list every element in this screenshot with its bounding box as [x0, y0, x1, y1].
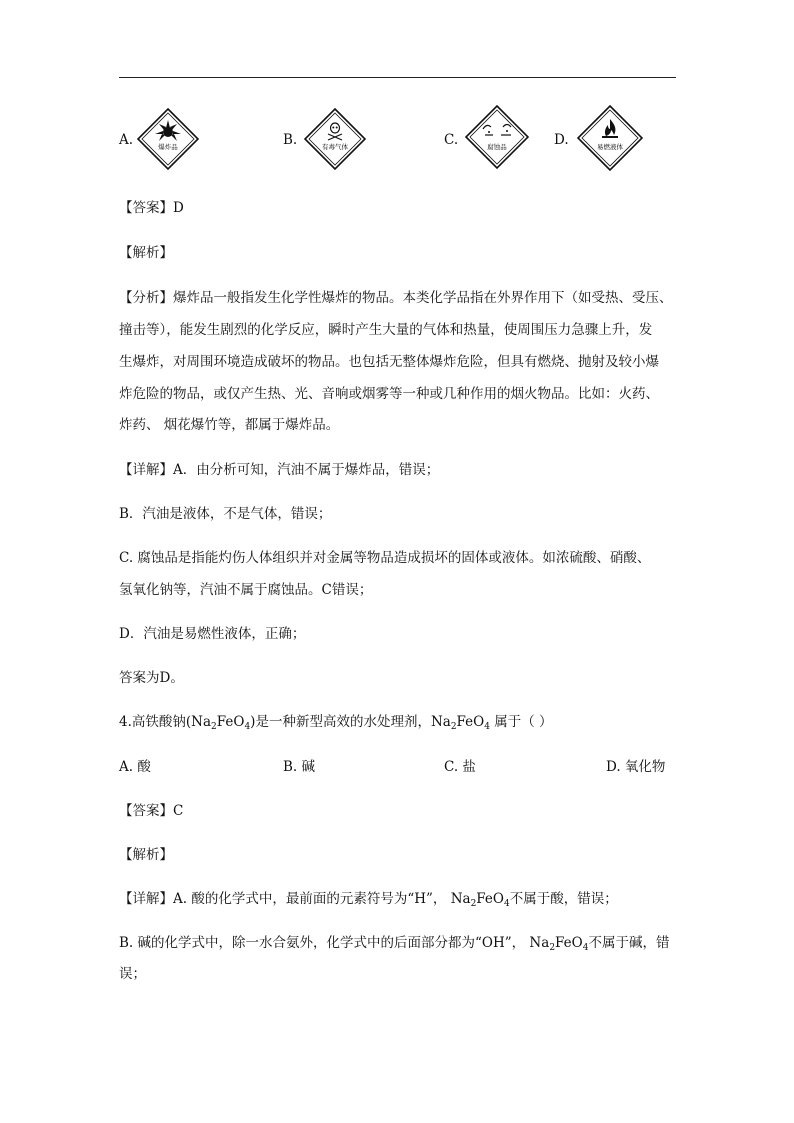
q3-detail-a: 【详解】A．由分析可知，汽油不属于爆炸品，错误；	[119, 462, 440, 478]
corrosive-hazard-icon	[465, 105, 527, 167]
q3-detail-d: D．汽油是易燃性液体，正确；	[119, 626, 306, 642]
option-b-letter: B.	[283, 132, 298, 148]
option-d-letter: D.	[554, 132, 569, 148]
q4-option-b: B. 碱	[283, 759, 316, 775]
q3-analysis-line: 炸危险的物品，或仅产生热、光、音响或烟雾等一种或几种作用的烟火物品。比如：火药、	[119, 386, 659, 402]
explosive-hazard-icon	[137, 108, 199, 170]
q3-conclusion: 答案为D。	[119, 670, 184, 686]
q4-analysis-heading: 【解析】	[119, 847, 173, 863]
q3-analysis-line: 生爆炸，对周围环境造成破坏的物品。也包括无整体爆炸危险，但具有燃烧、抛射及较小爆	[119, 354, 659, 370]
option-c-letter: C.	[444, 132, 459, 148]
sign-label-a: 爆炸品	[158, 143, 178, 151]
q4-option-c: C. 盐	[444, 759, 476, 775]
q4-stem: 4.高铁酸钠$(Na_2FeO_4)$是一种新型高效的水处理剂，$Na_2FeO_4$ 属于（ ）	[119, 714, 553, 732]
toxic-gas-hazard-icon	[304, 108, 366, 170]
q3-detail-b: B．汽油是液体，不是气体，错误；	[119, 506, 332, 522]
q3-answer: 【答案】D	[119, 200, 184, 216]
sign-label-d: 易燃液体	[597, 143, 623, 151]
q4-detail-b-cont: 误；	[119, 966, 146, 982]
q4-option-d: D. 氧化物	[606, 759, 666, 775]
q3-detail-c-cont: 氢氧化钠等，汽油不属于腐蚀品。C错误；	[119, 582, 373, 598]
q3-detail-c: C. 腐蚀品是指能灼伤人体组织并对金属等物品造成损坏的固体或液体。如浓硫酸、硝酸、	[119, 550, 651, 566]
flammable-liquid-hazard-icon	[577, 105, 639, 167]
q4-detail-a: 【详解】A. 酸的化学式中，最前面的元素符号为“H”， $Na_2FeO_4$不属于酸，错误；	[119, 891, 618, 909]
sign-label-c: 腐蚀品	[487, 143, 507, 151]
header-rule	[119, 77, 676, 78]
q4-option-a: A. 酸	[119, 759, 151, 775]
q3-analysis-line: 【分析】爆炸品一般指发生化学性爆炸的物品。本类化学品指在外界作用下（如受热、受压、	[119, 290, 673, 306]
q4-detail-b: B. 碱的化学式中，除一水合氨外，化学式中的后面部分都为“OH”， $Na_2FeO_4$不属于碱，错	[119, 935, 670, 953]
sign-label-b: 有毒气体	[322, 143, 348, 151]
q3-analysis-line: 撞击等），能发生剧烈的化学反应，瞬时产生大量的气体和热量，使周围压力急骤上升，发	[119, 322, 653, 338]
q3-analysis-heading: 【解析】	[119, 245, 173, 261]
q4-answer: 【答案】C	[119, 803, 184, 819]
q3-analysis-line: 炸药、 烟花爆竹等，都属于爆炸品。	[119, 417, 340, 433]
option-a-letter: A.	[119, 132, 134, 148]
